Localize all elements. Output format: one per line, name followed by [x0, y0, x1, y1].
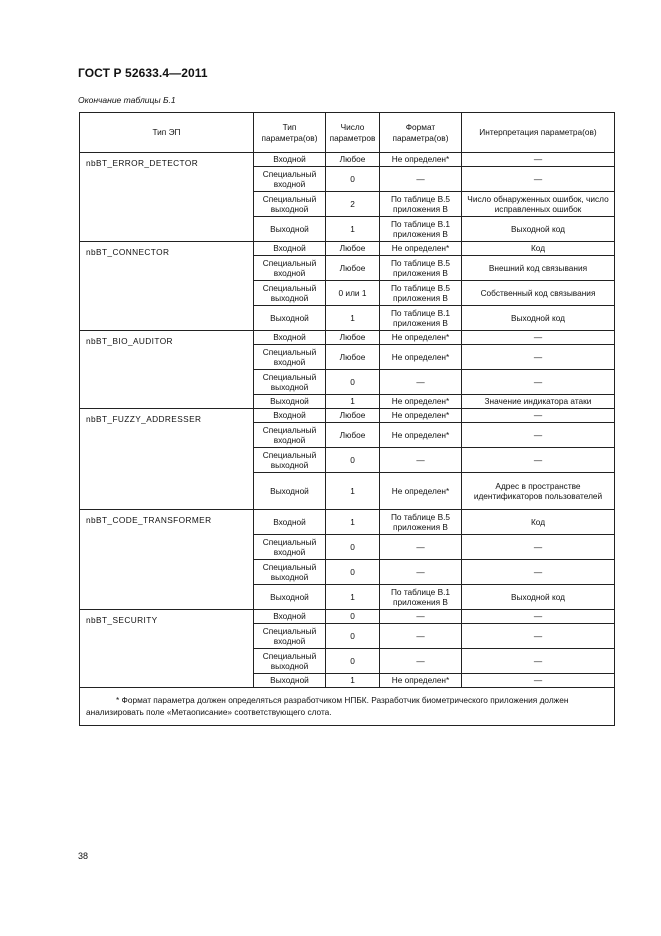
param-count-cell: 0: [326, 624, 380, 649]
footnote-row: [80, 688, 615, 726]
param-count-cell: 1: [326, 217, 380, 242]
param-count-cell: 1: [326, 674, 380, 688]
document-header: ГОСТ Р 52633.4—2011: [78, 66, 208, 80]
param-count-cell: Любое: [326, 409, 380, 423]
param-interpretation-cell: —: [462, 610, 615, 624]
param-count-cell: 0: [326, 560, 380, 585]
param-format-cell: По таблице В.5 приложения В: [380, 256, 462, 281]
param-count-cell: 0: [326, 167, 380, 192]
param-count-cell: Любое: [326, 242, 380, 256]
param-type-cell: Входной: [254, 242, 326, 256]
param-format-cell: По таблице В.5 приложения В: [380, 510, 462, 535]
param-type-cell: Выходной: [254, 217, 326, 242]
param-type-cell: Специальный выходной: [254, 281, 326, 306]
ep-type-cell: nbBT_CODE_TRANSFORMER: [80, 510, 254, 610]
param-count-cell: 1: [326, 473, 380, 510]
param-count-cell: 0: [326, 610, 380, 624]
param-count-cell: Любое: [326, 423, 380, 448]
param-format-cell: Не определен*: [380, 153, 462, 167]
param-format-cell: Не определен*: [380, 331, 462, 345]
param-interpretation-cell: —: [462, 167, 615, 192]
param-format-cell: —: [380, 649, 462, 674]
param-type-cell: Выходной: [254, 674, 326, 688]
param-format-cell: Не определен*: [380, 395, 462, 409]
param-interpretation-cell: Выходной код: [462, 306, 615, 331]
param-interpretation-cell: Выходной код: [462, 217, 615, 242]
param-interpretation-cell: Число обнаруженных ошибок, число исправленных ошибок: [462, 192, 615, 217]
param-count-cell: 0 или 1: [326, 281, 380, 306]
param-type-cell: Специальный входной: [254, 256, 326, 281]
param-interpretation-cell: —: [462, 624, 615, 649]
param-count-cell: Любое: [326, 256, 380, 281]
param-type-cell: Входной: [254, 610, 326, 624]
param-type-cell: Входной: [254, 510, 326, 535]
param-type-cell: Специальный входной: [254, 624, 326, 649]
param-interpretation-cell: Собственный код связывания: [462, 281, 615, 306]
param-interpretation-cell: —: [462, 370, 615, 395]
ep-type-cell: nbBT_CONNECTOR: [80, 242, 254, 331]
param-interpretation-cell: —: [462, 560, 615, 585]
param-interpretation-cell: —: [462, 409, 615, 423]
param-format-cell: Не определен*: [380, 473, 462, 510]
param-format-cell: По таблице В.5 приложения В: [380, 192, 462, 217]
table-header-row: [80, 113, 615, 153]
param-count-cell: 0: [326, 370, 380, 395]
param-type-cell: Выходной: [254, 585, 326, 610]
param-count-cell: 1: [326, 585, 380, 610]
param-type-cell: Входной: [254, 331, 326, 345]
column-header-param-interpretation: Интерпретация параметра(ов): [462, 113, 615, 153]
param-type-cell: Входной: [254, 409, 326, 423]
param-interpretation-cell: Адрес в пространстве идентификаторов пользователей: [462, 473, 615, 510]
footnote-cell: [80, 688, 615, 726]
column-header-param-count: Число параметров: [326, 113, 380, 153]
param-format-cell: Не определен*: [380, 242, 462, 256]
param-format-cell: Не определен*: [380, 423, 462, 448]
param-type-cell: Выходной: [254, 395, 326, 409]
ep-type-cell: nbBT_ERROR_DETECTOR: [80, 153, 254, 242]
footnote-text: * Формат параметра должен определяться разработчиком НПБК. Разработчик биометрического приложения должен анализировать поле «Метаописание» соответствующего слота.: [86, 695, 569, 717]
param-type-cell: Специальный выходной: [254, 448, 326, 473]
param-interpretation-cell: —: [462, 649, 615, 674]
param-type-cell: Выходной: [254, 306, 326, 331]
ep-type-cell: nbBT_SECURITY: [80, 610, 254, 688]
ep-type-cell: nbBT_BIO_AUDITOR: [80, 331, 254, 409]
param-interpretation-cell: —: [462, 674, 615, 688]
table-row: [80, 242, 615, 256]
param-interpretation-cell: Выходной код: [462, 585, 615, 610]
param-interpretation-cell: Код: [462, 510, 615, 535]
param-format-cell: Не определен*: [380, 674, 462, 688]
column-header-ep-type: Тип ЭП: [80, 113, 254, 153]
param-count-cell: 1: [326, 306, 380, 331]
param-count-cell: 0: [326, 448, 380, 473]
param-type-cell: Специальный входной: [254, 535, 326, 560]
param-interpretation-cell: Значение индикатора атаки: [462, 395, 615, 409]
param-interpretation-cell: —: [462, 448, 615, 473]
table-row: [80, 409, 615, 423]
param-format-cell: —: [380, 167, 462, 192]
param-interpretation-cell: Код: [462, 242, 615, 256]
param-type-cell: Специальный выходной: [254, 560, 326, 585]
param-format-cell: —: [380, 535, 462, 560]
param-interpretation-cell: —: [462, 535, 615, 560]
param-type-cell: Специальный входной: [254, 167, 326, 192]
param-format-cell: Не определен*: [380, 409, 462, 423]
param-type-cell: Выходной: [254, 473, 326, 510]
table-caption: Окончание таблицы Б.1: [78, 95, 176, 105]
param-interpretation-cell: —: [462, 423, 615, 448]
param-interpretation-cell: Внешний код связывания: [462, 256, 615, 281]
param-count-cell: Любое: [326, 331, 380, 345]
param-count-cell: 2: [326, 192, 380, 217]
param-format-cell: По таблице В.1 приложения В: [380, 585, 462, 610]
param-format-cell: —: [380, 560, 462, 585]
table-row: [80, 610, 615, 624]
param-count-cell: 1: [326, 395, 380, 409]
page-number: 38: [78, 851, 89, 861]
param-format-cell: —: [380, 370, 462, 395]
param-format-cell: —: [380, 624, 462, 649]
param-type-cell: Специальный выходной: [254, 649, 326, 674]
param-count-cell: 0: [326, 535, 380, 560]
table-row: [80, 510, 615, 535]
ep-type-cell: nbBT_FUZZY_ADDRESSER: [80, 409, 254, 510]
table-body: [80, 153, 615, 688]
parameters-table: [79, 112, 615, 726]
param-count-cell: Любое: [326, 153, 380, 167]
param-interpretation-cell: —: [462, 153, 615, 167]
param-interpretation-cell: —: [462, 345, 615, 370]
param-count-cell: 0: [326, 649, 380, 674]
param-format-cell: По таблице В.1 приложения В: [380, 217, 462, 242]
param-type-cell: Специальный входной: [254, 345, 326, 370]
param-count-cell: 1: [326, 510, 380, 535]
param-type-cell: Входной: [254, 153, 326, 167]
param-format-cell: По таблице В.1 приложения В: [380, 306, 462, 331]
param-type-cell: Специальный входной: [254, 423, 326, 448]
param-type-cell: Специальный выходной: [254, 370, 326, 395]
param-format-cell: —: [380, 610, 462, 624]
column-header-param-format: Формат параметра(ов): [380, 113, 462, 153]
param-format-cell: Не определен*: [380, 345, 462, 370]
param-format-cell: По таблице В.5 приложения В: [380, 281, 462, 306]
param-type-cell: Специальный выходной: [254, 192, 326, 217]
param-count-cell: Любое: [326, 345, 380, 370]
param-format-cell: —: [380, 448, 462, 473]
column-header-param-type: Тип параметра(ов): [254, 113, 326, 153]
param-interpretation-cell: —: [462, 331, 615, 345]
table-row: [80, 153, 615, 167]
table-row: [80, 331, 615, 345]
